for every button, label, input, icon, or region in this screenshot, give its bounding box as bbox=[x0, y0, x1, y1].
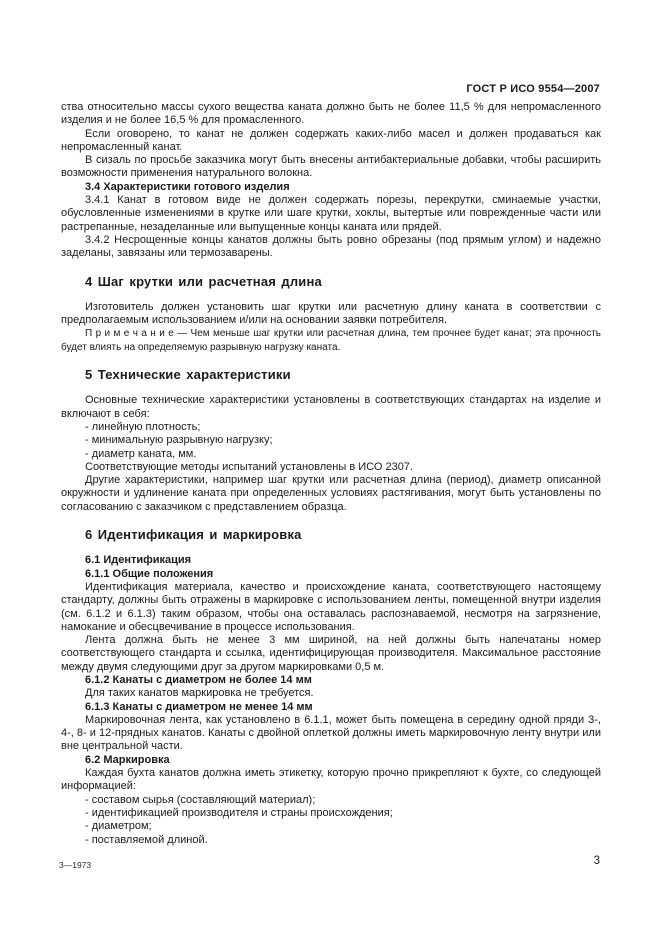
paragraph: 3.4.1 Канат в готовом виде не должен содержать порезы, перекрутки, сминаемые участки, обусловленные изменениями в крутке или шаге крутки, хоклы, вытертые или поврежденные части или растрепанные, незаделанные или выпущенные концы каната или прядей. bbox=[61, 194, 601, 233]
list-item: - линейную плотность; bbox=[85, 420, 201, 433]
paragraph: Маркировочная лента, как установлено в 6.1.1, может быть помещена в середину одной пряди 3-, 4-, 8- и 12-прядных канатов. Канаты с двойной оплеткой должны иметь маркировочную ленту внутри или вне центральной части. bbox=[61, 713, 601, 753]
subsection-3-4-heading: 3.4 Характеристики готового изделия bbox=[85, 180, 290, 193]
subsection-6-1-2-heading: 6.1.2 Канаты с диаметром не более 14 мм bbox=[85, 673, 312, 686]
subsection-6-2-heading: 6.2 Маркировка bbox=[85, 753, 170, 766]
paragraph: Каждая бухта канатов должна иметь этикетку, которую прочно прикрепляют к бухте, со следующей информацией: bbox=[61, 767, 601, 793]
footer-order-number: 3—1973 bbox=[59, 860, 92, 870]
list-item: - диаметром; bbox=[85, 820, 152, 833]
list-item: - идентификацией производителя и страны происхождения; bbox=[85, 806, 393, 819]
section-4-heading: 4 Шаг крутки или расчетная длина bbox=[85, 273, 322, 289]
paragraph: Лента должна быть не менее 3 мм шириной, на ней должны быть напечатаны номер соответствующего стандарта и ссылка, идентифицирующая производителя. Максимальное расстояние между двумя следующими друг за другом маркировками 0,5 м. bbox=[61, 634, 601, 673]
document-content bbox=[61, 101, 601, 847]
paragraph: Если оговорено, то канат не должен содержать каких-либо масел и должен продаваться как непромасленный канат. bbox=[61, 127, 601, 153]
subsection-6-1-1-heading: 6.1.1 Общие положения bbox=[85, 567, 214, 580]
paragraph: Изготовитель должен установить шаг крутки или расчетную длину каната в соответствии с предполагаемым использованием и/или на основании заявки потребителя. bbox=[61, 300, 601, 327]
list-item: - минимальную разрывную нагрузку; bbox=[85, 434, 273, 447]
paragraph: ства относительно массы сухого вещества каната должно быть не более 11,5 % для непромасленного изделия и не более 16,5 % для промасленного. bbox=[61, 101, 601, 127]
paragraph: Идентификация материала, качество и происхождение каната, соответствующего настоящему стандарту, должны быть отражены в маркировке с использованием ленты, помещенной внутри изделия (см. 6.1.2 и 6.1.3) таким образом, чтобы она оставалась распознаваемой, несмотря на загрязнение, намокание и обесцвечивание в процессе использования. bbox=[61, 580, 601, 633]
paragraph: Соответствующие методы испытаний установлены в ИСО 2307. bbox=[85, 460, 413, 473]
subsection-6-1-3-heading: 6.1.3 Канаты с диаметром не менее 14 мм bbox=[85, 700, 313, 713]
paragraph: Другие характеристики, например шаг крутки или расчетная длина (период), диаметр описанной окружности и удлинение каната при определенных условиях растягивания, могут быть установлены по согласованию с заказчиком с представлением образца. bbox=[61, 474, 601, 513]
list-item: - поставляемой длиной. bbox=[85, 833, 208, 846]
paragraph: В сизаль по просьбе заказчика могут быть внесены антибактериальные добавки, чтобы расширить возможности применения натурального волокна. bbox=[61, 154, 601, 180]
note-paragraph: П р и м е ч а н и е — Чем меньше шаг крутки или расчетная длина, тем прочнее будет канат; эта прочность будет влиять на определяемую разрывную нагрузку каната. bbox=[61, 328, 601, 353]
paragraph: Основные технические характеристики установлены в соответствующих стандартах на изделие и включают в себя: bbox=[61, 394, 601, 420]
list-item: - диаметр каната, мм. bbox=[85, 447, 197, 460]
paragraph: Для таких канатов маркировка не требуется. bbox=[85, 687, 314, 700]
running-header: ГОСТ Р ИСО 9554—2007 bbox=[466, 83, 600, 95]
subsection-6-1-heading: 6.1 Идентификация bbox=[85, 554, 192, 567]
section-5-heading: 5 Технические характеристики bbox=[85, 367, 291, 383]
list-item: - составом сырья (составляющий материал); bbox=[85, 793, 316, 806]
page-number: 3 bbox=[593, 855, 600, 867]
paragraph: 3.4.2 Несрощенные концы канатов должны быть ровно обрезаны (под прямым углом) и надежно заделаны, завязаны или термозаварены. bbox=[61, 233, 601, 260]
section-6-heading: 6 Идентификация и маркировка bbox=[85, 527, 302, 543]
